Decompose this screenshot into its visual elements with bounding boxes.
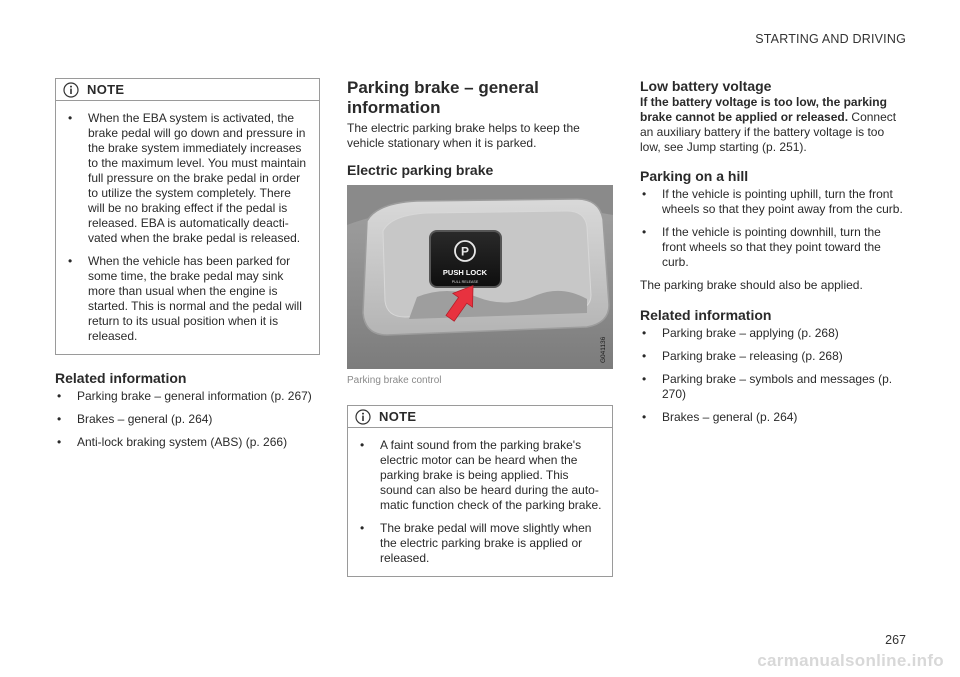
related-info-list: [55, 389, 320, 450]
note-item: • A faint sound from the parking brake's electric motor can be heard when the parking brake is being applied. This sound can also be heard during the auto- matic function check of the parking brake.: [358, 438, 602, 513]
hill-parking-title: Parking on a hill: [640, 168, 749, 184]
parking-brake-illustration: [347, 185, 613, 369]
hill-parking-note: The parking brake should also be applied.: [640, 278, 863, 292]
note-item: • The brake pedal will move slightly when the electric parking brake is applied or released.: [358, 521, 602, 566]
parking-brake-drawing: [347, 185, 613, 369]
note-item: • When the EBA system is activated, the brake pedal will go down and pressure in the brake system immediately increases to the maximum level. You must maintain full pressure on the brake pedal in order to utilize the system completely. There will be no braking effect if the pedal is released. EBA is automatically deacti- vated when the brake pedal is released.: [66, 111, 309, 246]
note-title: NOTE: [379, 409, 417, 424]
button-text: PUSH LOCK: [442, 268, 488, 277]
note-list: [66, 111, 309, 344]
info-icon: [355, 409, 371, 425]
figure-caption: Parking brake control: [347, 375, 442, 386]
hill-item: • If the vehicle is pointing downhill, turn the front wheels so that they point toward the curb.: [640, 225, 908, 270]
related-link[interactable]: • Parking brake – symbols and messages (p. 270): [640, 372, 908, 402]
related-info-title: Related information: [640, 307, 772, 323]
running-header: STARTING AND DRIVING: [755, 32, 906, 46]
column-left: [55, 78, 320, 450]
low-battery-title: Low battery voltage: [640, 78, 772, 94]
related-link[interactable]: • Brakes – general (p. 264): [55, 412, 320, 427]
section-intro: The electric parking brake helps to keep the vehicle stationary when it is parked.: [347, 121, 580, 150]
related-info-list: [640, 326, 908, 425]
related-link[interactable]: • Parking brake – general information (p. 267): [55, 389, 320, 404]
hill-parking-list: [640, 187, 908, 270]
button-symbol: P: [460, 244, 470, 259]
related-info-title: Related information: [55, 370, 187, 386]
note-box-parking-brake: [347, 405, 613, 577]
hill-item: • If the vehicle is pointing uphill, turn the front wheels so that they point away from the curb.: [640, 187, 908, 217]
page-number: 267: [885, 633, 906, 647]
low-battery-lead: If the battery voltage is too low, the parking brake cannot be applied or released.: [640, 95, 887, 124]
note-title: NOTE: [87, 82, 125, 97]
subsection-title: Electric parking brake: [347, 162, 494, 178]
note-header: [348, 406, 612, 428]
note-box-eba: [55, 78, 320, 355]
button-subtext: PULL RELEASE: [451, 280, 479, 284]
low-battery-text: [640, 95, 908, 155]
related-link[interactable]: • Anti-lock braking system (ABS) (p. 266): [55, 435, 320, 450]
note-item: • When the vehicle has been parked for some time, the brake pedal may sink more than usual when the engine is started. This is normal and the pedal will return to its usual position when it is released.: [66, 254, 309, 344]
low-battery-body: Connect an auxiliary battery if the battery voltage is too low, see Jump starting (p. 251).: [640, 110, 897, 154]
column-right: [640, 78, 908, 425]
related-link[interactable]: • Parking brake – releasing (p. 268): [640, 349, 908, 364]
related-link[interactable]: • Parking brake – applying (p. 268): [640, 326, 908, 341]
image-code: G041136: [600, 336, 607, 363]
section-title: Parking brake – general information: [347, 78, 539, 117]
info-icon: [63, 82, 79, 98]
column-middle: [347, 78, 613, 577]
note-header: [56, 79, 319, 101]
watermark: carmanualsonline.info: [757, 651, 944, 670]
note-list: [358, 438, 602, 566]
related-link[interactable]: • Brakes – general (p. 264): [640, 410, 908, 425]
